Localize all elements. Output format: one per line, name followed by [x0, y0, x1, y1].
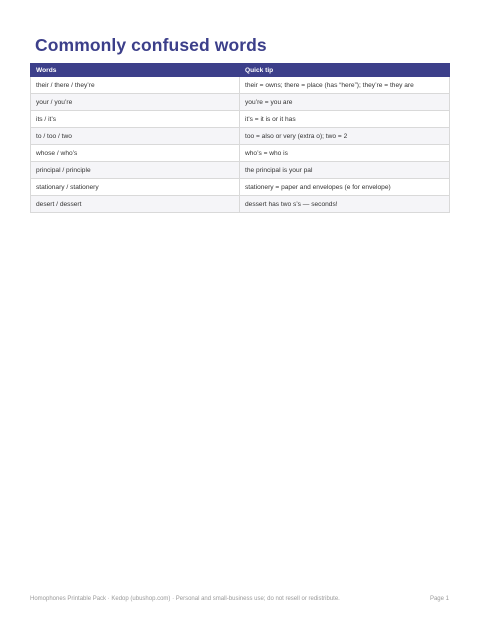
table-row [31, 145, 450, 162]
table-header-row [31, 64, 450, 77]
cell-words: its / it’s [31, 111, 240, 128]
column-header-quick-tip: Quick tip [240, 64, 450, 77]
table-body [31, 77, 450, 213]
table-row [31, 94, 450, 111]
table-row [31, 162, 450, 179]
cell-quick-tip: you’re = you are [240, 94, 450, 111]
cell-words: stationary / stationery [31, 179, 240, 196]
cell-words: their / there / they’re [31, 77, 240, 94]
table [30, 63, 450, 213]
cell-words: your / you’re [31, 94, 240, 111]
table-header [31, 64, 450, 77]
table-row [31, 196, 450, 213]
table-row [31, 128, 450, 145]
cell-words: desert / dessert [31, 196, 240, 213]
cell-quick-tip: it’s = it is or it has [240, 111, 450, 128]
table-row [31, 111, 450, 128]
cell-words: to / too / two [31, 128, 240, 145]
cell-quick-tip: the principal is your pal [240, 162, 450, 179]
footer-notice: Homophones Printable Pack · Kedop (ubushop.com) · Personal and small-business use; do not resell or redistribute. [30, 596, 340, 602]
cell-words: whose / who’s [31, 145, 240, 162]
cell-quick-tip: too = also or very (extra o); two = 2 [240, 128, 450, 145]
cell-words: principal / principle [31, 162, 240, 179]
table-row [31, 77, 450, 94]
cell-quick-tip: who’s = who is [240, 145, 450, 162]
cell-quick-tip: dessert has two s’s — seconds! [240, 196, 450, 213]
confused-words-table [30, 63, 449, 213]
table-row [31, 179, 450, 196]
cell-quick-tip: stationery = paper and envelopes (e for envelope) [240, 179, 450, 196]
column-header-words: Words [31, 64, 240, 77]
page-number: Page 1 [429, 596, 449, 602]
page-title: Commonly confused words [35, 35, 267, 55]
cell-quick-tip: their = owns; there = place (has “here”); they’re = they are [240, 77, 450, 94]
